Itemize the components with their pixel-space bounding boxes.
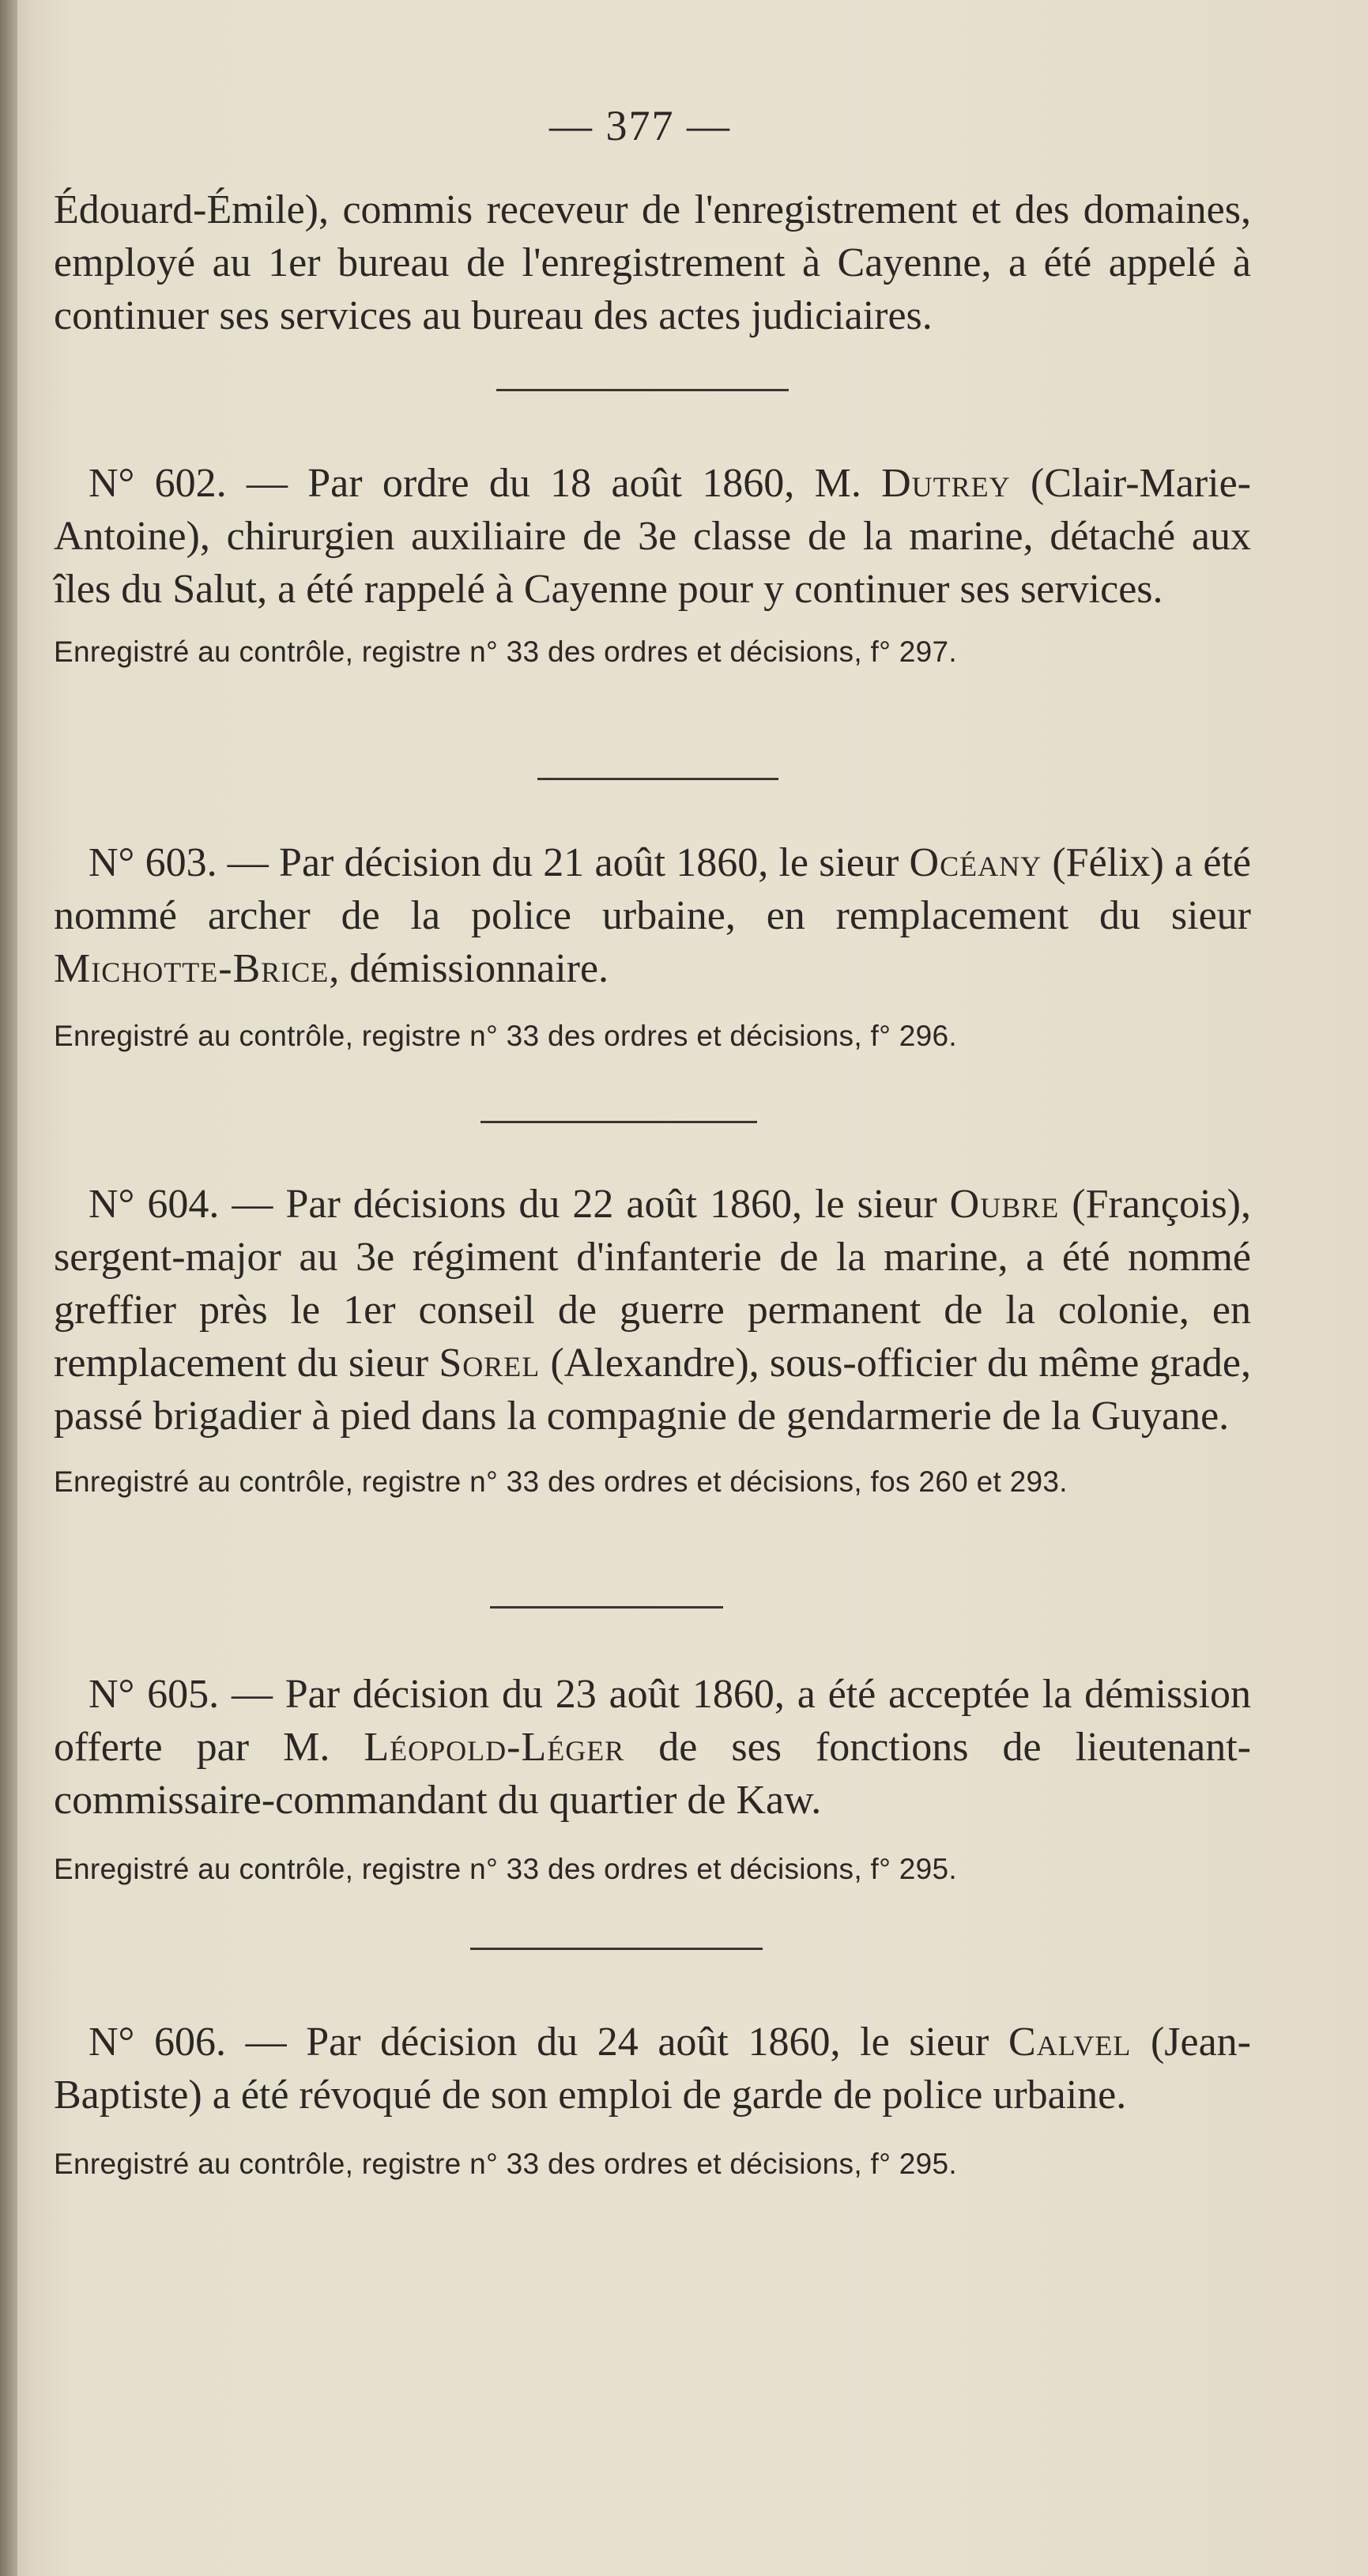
section-divider <box>490 1606 723 1609</box>
entry-number: N° 603. <box>89 840 217 885</box>
entry-number: N° 605. <box>89 1672 220 1717</box>
section-divider <box>480 1121 757 1123</box>
entry-text: N° 604. — Par décisions du 22 août 1860, le sieur Oubre (François), sergent-major au 3e régiment d'infanterie de la marine, a été nommé greffier près le 1er conseil de guerre permanent de la colonie, en remplacement du sieur Sorel (Alexandre), sous-officier du même grade, passé brigadier à pied dans la compagnie de gendarmerie de la Guyane. <box>54 1182 1251 1439</box>
entry-number: N° 602. <box>89 461 227 506</box>
entry-603 <box>54 836 1251 1055</box>
entry-text: N° 602. — Par ordre du 18 août 1860, M. Dutrey (Clair-Marie-Antoine), chirurgien auxiliaire de 3e classe de la marine, détaché aux îles du Salut, a été rappelé à Cayenne pour y continuer ses services. <box>54 461 1251 612</box>
page-number: — 377 — <box>549 102 731 149</box>
entry-number: N° 604. <box>89 1182 220 1227</box>
registration-note: Enregistré au contrôle, registre n° 33 des ordres et décisions, f° 295. <box>54 1853 957 1885</box>
registration-note: Enregistré au contrôle, registre n° 33 des ordres et décisions, f° 295. <box>54 2148 957 2180</box>
entry-text: N° 606. — Par décision du 24 août 1860, le sieur Calvel (Jean-Baptiste) a été révoqué de son emploi de garde de police urbaine. <box>54 2020 1251 2118</box>
entry-text: N° 603. — Par décision du 21 août 1860, le sieur Océany (Félix) a été nommé archer de la police urbaine, en remplacement du sieur Michotte-Brice, démissionnaire. <box>54 840 1251 991</box>
entry-number: N° 606. <box>89 2020 226 2065</box>
book-spine-shadow <box>0 0 17 2576</box>
entry-text: N° 605. — Par décision du 23 août 1860, a été acceptée la démission offerte par M. Léopold-Léger de ses fonctions de lieutenant-commissaire-commandant du quartier de Kaw. <box>54 1672 1251 1823</box>
person-name: Calvel <box>1008 2020 1132 2065</box>
person-name: Oubre <box>949 1182 1060 1227</box>
section-divider <box>496 389 789 391</box>
entry-602 <box>54 457 1251 671</box>
person-name: Océany <box>909 840 1042 885</box>
person-name: Michotte-Brice <box>54 946 330 991</box>
registration-note: Enregistré au contrôle, registre n° 33 des ordres et décisions, fos 260 et 293. <box>54 1465 1068 1498</box>
person-name: Léopold-Léger <box>364 1725 625 1770</box>
section-divider <box>537 778 778 780</box>
person-name: Dutrey <box>881 461 1011 506</box>
entry-continuation <box>54 183 1251 342</box>
registration-note: Enregistré au contrôle, registre n° 33 des ordres et décisions, f° 296. <box>54 1020 957 1052</box>
person-name: Sorel <box>439 1341 541 1386</box>
registration-note: Enregistré au contrôle, registre n° 33 des ordres et décisions, f° 297. <box>54 636 957 668</box>
entry-605 <box>54 1668 1251 1888</box>
entry-604 <box>54 1178 1251 1501</box>
section-divider <box>470 1948 763 1950</box>
entry-606 <box>54 2016 1251 2183</box>
entry-text: Édouard-Émile), commis receveur de l'enregistrement et des domaines, employé au 1er bureau de l'enregistrement à Cayenne, a été appelé à continuer ses services au bureau des actes judiciaires. <box>54 187 1251 338</box>
